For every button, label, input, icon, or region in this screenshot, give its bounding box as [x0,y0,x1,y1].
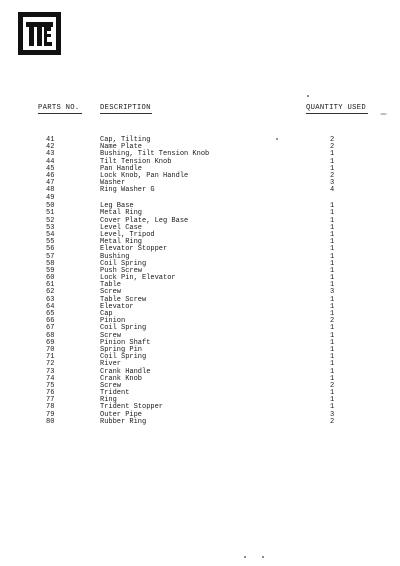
part-description: Ring [100,396,117,405]
parts-list [0,137,400,426]
part-description: River [100,360,122,369]
part-number: 68 [46,331,55,340]
part-quantity: 1 [330,150,335,159]
part-number: 47 [46,179,55,188]
description-underline [100,113,152,114]
table-row [0,239,400,246]
part-description: Outer Pipe [100,410,143,419]
part-description: Lock Pin, Elevator [100,274,176,283]
table-row [0,383,400,390]
part-description: Coil Spring [100,324,147,333]
quantity-used-header: QUANTITY USED [306,104,366,112]
part-description: Bushing, Tilt Tension Knob [100,150,210,159]
table-row [0,318,400,325]
table-row [0,419,400,426]
part-description: Elevator [100,302,134,311]
table-row [0,369,400,376]
part-quantity: 1 [330,230,335,239]
part-description: Level, Tripod [100,230,155,239]
part-number: 67 [46,324,55,333]
parts-no-underline [38,113,82,114]
description-header: DESCRIPTION [100,104,151,112]
part-quantity: 4 [330,186,335,195]
part-description: Level Case [100,223,143,232]
part-number: 48 [46,186,55,195]
table-row [0,268,400,275]
table-row [0,254,400,261]
part-description: Bushing [100,252,130,261]
scan-speck [244,556,246,558]
table-row [0,376,400,383]
quantity-used-underline [306,113,368,114]
part-number: 79 [46,410,55,419]
tte-logo [18,12,61,55]
table-row [0,397,400,404]
part-description: Cover Plate, Leg Base [100,216,189,225]
part-number: 59 [46,266,55,275]
part-number: 70 [46,345,55,354]
table-row [0,218,400,225]
part-description: Table [100,281,122,290]
table-row [0,333,400,340]
table-row [0,173,400,180]
part-quantity: 1 [330,310,335,318]
part-number: 57 [46,252,55,261]
part-description: Spring Pin [100,345,143,354]
part-description: Screw [100,331,122,340]
part-description: Crank Handle [100,367,151,376]
part-number: 78 [46,403,55,412]
table-row [0,304,400,311]
table-row [0,412,400,419]
part-quantity: 1 [330,403,335,412]
part-number: 73 [46,367,55,376]
part-number: 49 [46,193,55,202]
part-quantity: 1 [330,216,335,225]
part-description: Trident Stopper [100,403,164,412]
part-number: 77 [46,396,55,405]
part-description: Cap [100,310,113,318]
table-row [0,261,400,268]
part-description: Coil Spring [100,259,147,268]
part-quantity: 1 [330,367,335,376]
table-row [0,275,400,282]
table-row [0,311,400,318]
part-quantity: 1 [330,374,335,383]
part-number: 50 [46,202,55,211]
table-row [0,159,400,166]
table-row [0,354,400,361]
part-description: Ring Washer G [100,186,155,195]
table-row [0,361,400,368]
table-row [0,289,400,296]
part-quantity: 1 [330,209,335,218]
table-row [0,210,400,217]
part-number: 42 [46,143,55,152]
part-quantity: 3 [330,179,335,188]
part-description: Name Plate [100,143,143,152]
part-quantity: 3 [330,410,335,419]
part-number: 64 [46,302,55,311]
part-description: Crank Knob [100,374,143,383]
part-quantity: 1 [330,389,335,398]
part-description: Metal Ring [100,238,143,247]
part-quantity: 2 [330,143,335,152]
part-description: Tilt Tension Knob [100,157,172,166]
part-number: 63 [46,295,55,304]
table-row [0,297,400,304]
part-number: 41 [46,136,55,144]
part-number: 72 [46,360,55,369]
part-quantity: 1 [330,157,335,166]
part-number: 61 [46,281,55,290]
part-description: Pinion Shaft [100,338,151,347]
part-quantity: 1 [330,164,335,173]
part-number: 62 [46,288,55,297]
part-description: Pinion [100,317,126,326]
part-description: Elevator Stopper [100,245,168,254]
table-row [0,195,400,202]
table-row [0,390,400,397]
table-row [0,404,400,411]
table-row [0,137,400,144]
part-number: 45 [46,164,55,173]
scan-mark [380,113,387,115]
part-quantity: 1 [330,295,335,304]
part-number: 58 [46,259,55,268]
part-quantity: 2 [330,136,335,144]
part-quantity: 1 [330,331,335,340]
part-number: 76 [46,389,55,398]
part-number: 56 [46,245,55,254]
part-number: 60 [46,274,55,283]
part-description: Lock Knob, Pan Handle [100,171,189,180]
part-quantity: 2 [330,381,335,390]
part-description: Push Screw [100,266,143,275]
part-quantity: 1 [330,345,335,354]
part-quantity: 2 [330,171,335,180]
part-number: 43 [46,150,55,159]
table-row [0,282,400,289]
part-description: Table Screw [100,295,147,304]
table-row [0,225,400,232]
table-row [0,203,400,210]
part-number: 44 [46,157,55,166]
part-number: 69 [46,338,55,347]
part-quantity: 1 [330,274,335,283]
part-number: 65 [46,310,55,318]
part-quantity: 1 [330,338,335,347]
table-row [0,325,400,332]
part-quantity: 1 [330,353,335,362]
table-row [0,347,400,354]
part-quantity: 1 [330,360,335,369]
scan-speck [307,95,309,97]
table-row [0,180,400,187]
part-number: 75 [46,381,55,390]
part-quantity: 1 [330,259,335,268]
part-quantity: 1 [330,324,335,333]
parts-no-header: PARTS NO. [38,104,80,112]
part-quantity: 1 [330,245,335,254]
table-row [0,166,400,173]
part-number: 46 [46,171,55,180]
table-row [0,340,400,347]
scan-speck [276,138,278,140]
part-description: Washer [100,179,126,188]
part-number: 54 [46,230,55,239]
part-number: 51 [46,209,55,218]
part-quantity: 3 [330,288,335,297]
part-number: 53 [46,223,55,232]
part-description: Metal Ring [100,209,143,218]
part-quantity: 1 [330,302,335,311]
part-quantity: 1 [330,238,335,247]
part-quantity: 1 [330,223,335,232]
part-number: 80 [46,417,55,426]
part-quantity: 1 [330,281,335,290]
table-row [0,246,400,253]
part-description: Trident [100,389,130,398]
part-number: 66 [46,317,55,326]
part-description: Pan Handle [100,164,143,173]
part-quantity: 1 [330,252,335,261]
part-quantity: 1 [330,396,335,405]
part-number: 71 [46,353,55,362]
part-quantity: 2 [330,417,335,426]
part-description: Cap, Tilting [100,136,151,144]
part-number: 74 [46,374,55,383]
part-description: Rubber Ring [100,417,147,426]
scan-speck [262,556,264,558]
part-number: 52 [46,216,55,225]
part-quantity: 2 [330,317,335,326]
part-quantity: 1 [330,266,335,275]
part-quantity: 1 [330,202,335,211]
table-row [0,232,400,239]
part-description: Leg Base [100,202,134,211]
part-description: Screw [100,381,122,390]
part-description: Screw [100,288,122,297]
table-row [0,151,400,158]
table-row [0,187,400,194]
part-description: Coil Spring [100,353,147,362]
part-number: 55 [46,238,55,247]
